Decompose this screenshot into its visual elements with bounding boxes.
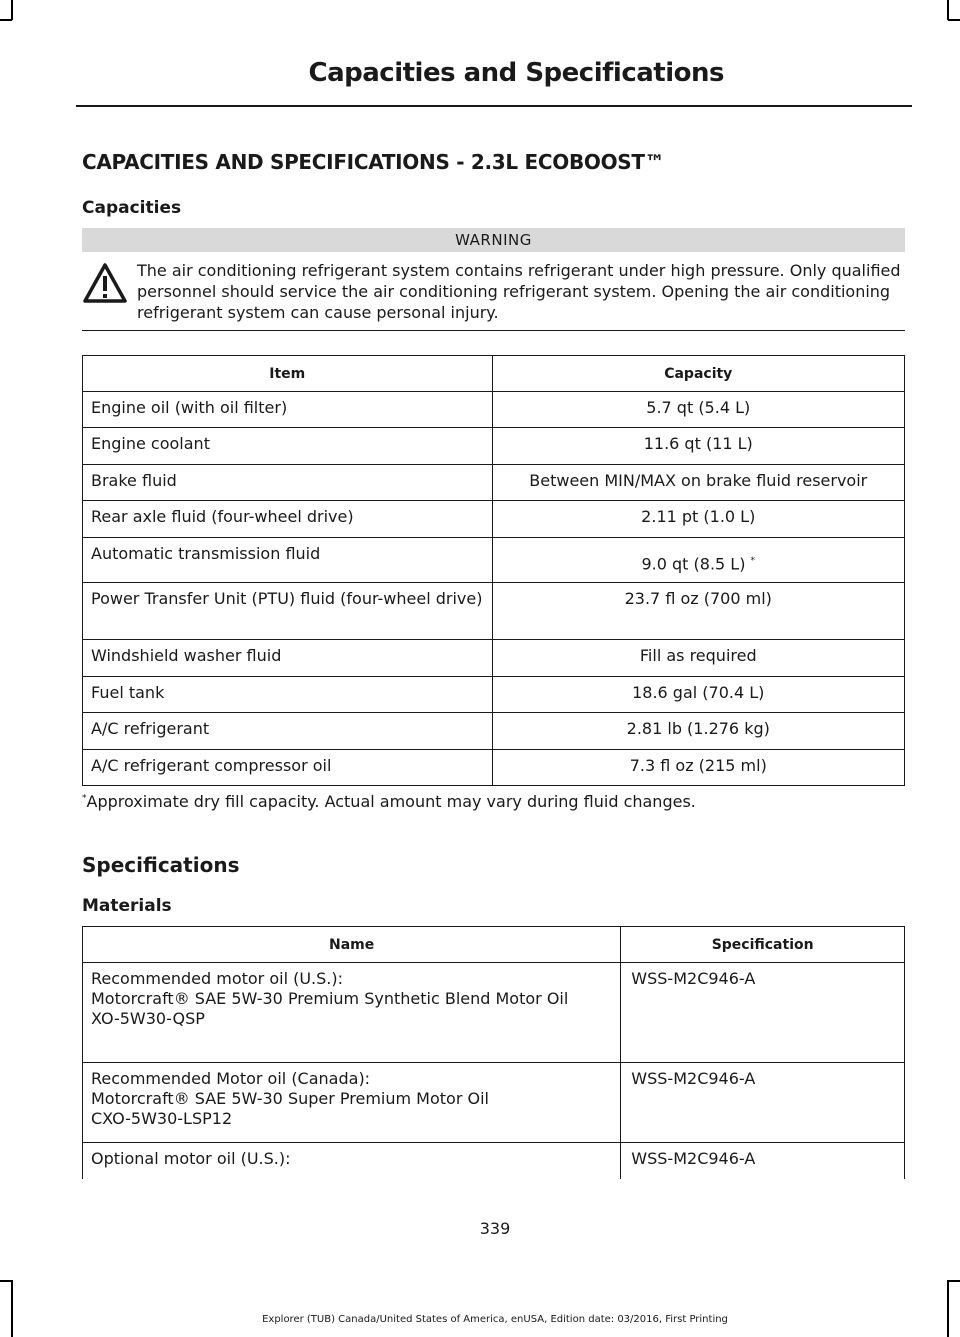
table-row xyxy=(83,640,905,677)
capacity-cell: 11.6 qt (11 L) xyxy=(492,428,904,465)
name-cell xyxy=(83,1063,621,1143)
table-row xyxy=(83,501,905,538)
column-header-item: Item xyxy=(83,356,493,392)
table-row xyxy=(83,392,905,428)
table-row xyxy=(83,465,905,501)
oil-label: Recommended motor oil (U.S.): xyxy=(91,969,344,988)
table-row xyxy=(83,750,905,786)
item-cell: Power Transfer Unit (PTU) fluid (four-wheel drive) xyxy=(83,583,493,640)
capacity-cell: Fill as required xyxy=(492,640,904,677)
specification-cell: WSS-M2C946-A xyxy=(621,1143,905,1179)
table-row xyxy=(83,1063,905,1143)
table-row xyxy=(83,677,905,713)
table-row xyxy=(83,583,905,640)
column-header-capacity: Capacity xyxy=(492,356,904,392)
oil-part-number: CXO-5W30-LSP12 xyxy=(91,1109,233,1128)
item-cell: A/C refrigerant xyxy=(83,713,493,750)
table-header-row xyxy=(83,356,905,392)
section-title: CAPACITIES AND SPECIFICATIONS - 2.3L ECOBOOST™ xyxy=(82,150,665,174)
capacity-cell: 23.7 fl oz (700 ml) xyxy=(492,583,904,640)
capacity-cell: 2.11 pt (1.0 L) xyxy=(492,501,904,538)
crop-mark xyxy=(0,1280,12,1282)
page-number: 339 xyxy=(479,1219,511,1238)
crop-mark xyxy=(11,0,13,20)
warning-label: WARNING xyxy=(82,228,905,252)
footnote-marker: * xyxy=(750,556,756,566)
capacities-table xyxy=(82,355,905,786)
crop-mark xyxy=(11,1280,13,1337)
column-header-specification: Specification xyxy=(621,927,905,963)
specification-cell: WSS-M2C946-A xyxy=(621,1063,905,1143)
name-cell: Optional motor oil (U.S.): xyxy=(83,1143,621,1179)
materials-heading: Materials xyxy=(82,896,172,916)
crop-mark xyxy=(947,0,949,20)
warning-rule xyxy=(82,330,905,331)
table-row xyxy=(83,963,905,1063)
column-header-name: Name xyxy=(83,927,621,963)
footnote-text: Approximate dry fill capacity. Actual amount may vary during fluid changes. xyxy=(86,792,696,811)
edition-footer: Explorer (TUB) Canada/United States of America, enUSA, Edition date: 03/2016, First Printing xyxy=(262,1314,728,1325)
table-row xyxy=(83,1143,905,1179)
item-cell: Brake fluid xyxy=(83,465,493,501)
page-header-title: Capacities and Specifications xyxy=(308,58,724,88)
item-cell: Engine coolant xyxy=(83,428,493,465)
oil-product: Motorcraft® SAE 5W-30 Super Premium Motor Oil xyxy=(91,1089,489,1108)
capacity-cell: 2.81 lb (1.276 kg) xyxy=(492,713,904,750)
oil-part-number: XO-5W30-QSP xyxy=(91,1009,205,1028)
footnote xyxy=(82,792,696,811)
oil-product: Motorcraft® SAE 5W-30 Premium Synthetic Blend Motor Oil xyxy=(91,989,569,1008)
specification-cell: WSS-M2C946-A xyxy=(621,963,905,1063)
table-header-row xyxy=(83,927,905,963)
item-cell: Windshield washer fluid xyxy=(83,640,493,677)
table-row xyxy=(83,713,905,750)
crop-mark xyxy=(0,19,12,21)
item-cell: Automatic transmission fluid xyxy=(83,538,493,583)
oil-label: Recommended Motor oil (Canada): xyxy=(91,1069,371,1088)
capacity-cell: 18.6 gal (70.4 L) xyxy=(492,677,904,713)
warning-triangle-icon xyxy=(82,262,128,304)
item-cell: A/C refrigerant compressor oil xyxy=(83,750,493,786)
capacity-cell xyxy=(492,538,904,583)
capacities-heading: Capacities xyxy=(82,198,182,218)
item-cell: Rear axle fluid (four-wheel drive) xyxy=(83,501,493,538)
table-row xyxy=(83,538,905,583)
crop-mark xyxy=(948,1280,960,1282)
crop-mark xyxy=(948,19,960,21)
warning-text: The air conditioning refrigerant system contains refrigerant under high pressure. Only qualified personnel should service the air conditioning refrigerant system. Opening the air conditioning refrigerant system can cause personal injury. xyxy=(137,261,901,322)
footnote-marker: * xyxy=(82,793,87,804)
item-cell: Engine oil (with oil filter) xyxy=(83,392,493,428)
crop-mark xyxy=(947,1280,949,1337)
table-row xyxy=(83,428,905,465)
name-cell xyxy=(83,963,621,1063)
capacity-cell: 7.3 fl oz (215 ml) xyxy=(492,750,904,786)
item-cell: Fuel tank xyxy=(83,677,493,713)
materials-table xyxy=(82,926,905,1179)
capacity-value: 9.0 qt (8.5 L) xyxy=(641,554,746,574)
capacity-cell: 5.7 qt (5.4 L) xyxy=(492,392,904,428)
header-rule xyxy=(76,105,912,107)
specifications-heading: Specifications xyxy=(82,853,240,877)
capacity-cell: Between MIN/MAX on brake fluid reservoir xyxy=(492,465,904,501)
